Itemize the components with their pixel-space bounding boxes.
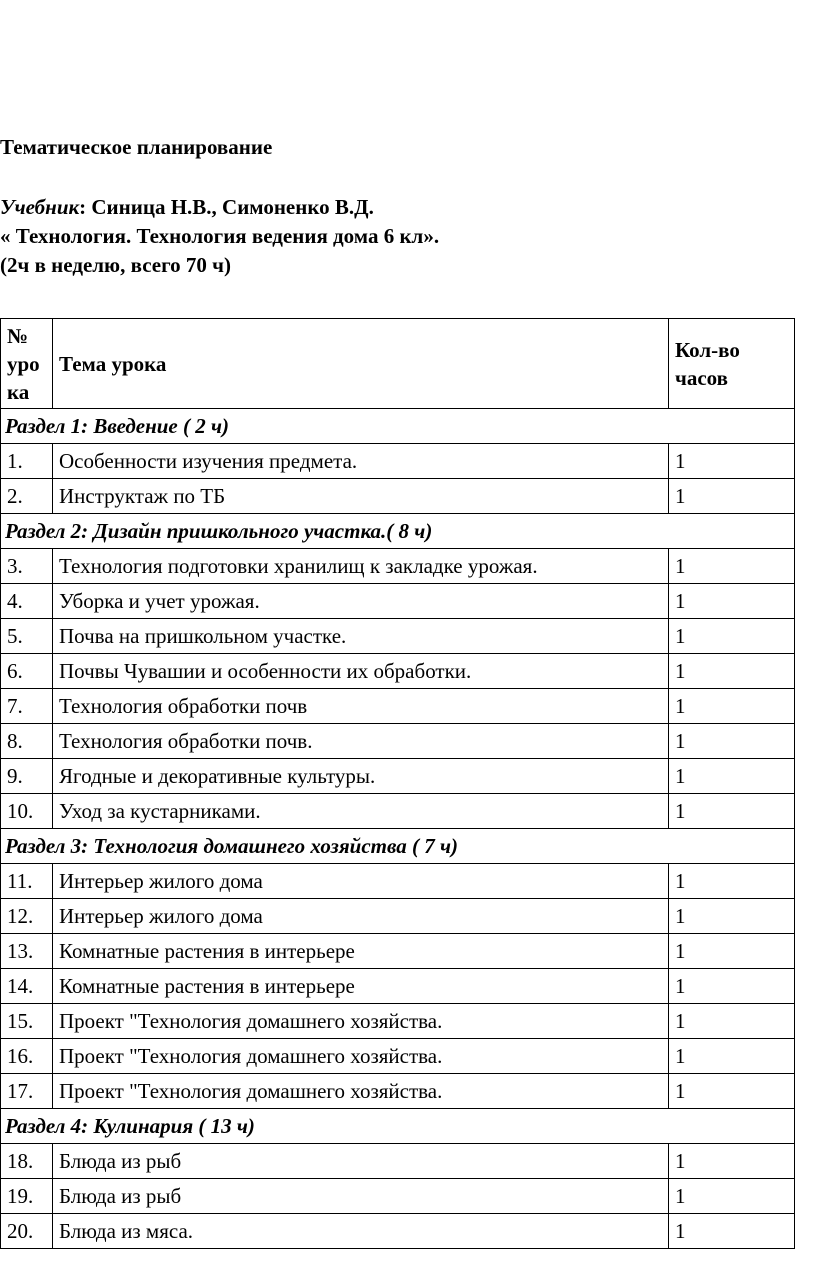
lesson-number: 15. [1, 1004, 53, 1039]
lesson-number: 17. [1, 1074, 53, 1109]
lesson-topic: Особенности изучения предмета. [53, 444, 669, 479]
table-row [1, 444, 795, 479]
table-row [1, 1214, 795, 1249]
lesson-hours: 1 [669, 724, 795, 759]
table-row [1, 1004, 795, 1039]
lesson-topic: Инструктаж по ТБ [53, 479, 669, 514]
lesson-topic: Технология обработки почв [53, 689, 669, 724]
lesson-plan-table [0, 318, 795, 1249]
lesson-topic: Проект "Технология домашнего хозяйства. [53, 1039, 669, 1074]
header-hours-line1: Кол-во [675, 337, 740, 362]
lesson-hours: 1 [669, 584, 795, 619]
textbook-authors-line [0, 193, 439, 222]
lesson-topic: Проект "Технология домашнего хозяйства. [53, 1074, 669, 1109]
lesson-topic: Почвы Чувашии и особенности их обработки. [53, 654, 669, 689]
lesson-hours: 1 [669, 1039, 795, 1074]
header-num-line1: № [7, 323, 29, 348]
section-row [1, 409, 795, 444]
lesson-hours: 1 [669, 969, 795, 1004]
table-row [1, 794, 795, 829]
lesson-hours: 1 [669, 794, 795, 829]
lesson-number: 10. [1, 794, 53, 829]
header-hours [669, 319, 795, 409]
table-row [1, 864, 795, 899]
lesson-number: 19. [1, 1179, 53, 1214]
header-hours-line2: часов [675, 365, 728, 390]
lesson-number: 7. [1, 689, 53, 724]
lesson-hours: 1 [669, 549, 795, 584]
lesson-topic: Интерьер жилого дома [53, 899, 669, 934]
table-row [1, 1074, 795, 1109]
table-row [1, 689, 795, 724]
lesson-hours: 1 [669, 1144, 795, 1179]
textbook-name: « Технология. Технология ведения дома 6 кл». [0, 224, 440, 248]
lesson-number: 5. [1, 619, 53, 654]
table-row [1, 584, 795, 619]
lesson-hours: 1 [669, 1004, 795, 1039]
lesson-number: 3. [1, 549, 53, 584]
lesson-number: 11. [1, 864, 53, 899]
lesson-number: 6. [1, 654, 53, 689]
lesson-number: 18. [1, 1144, 53, 1179]
section-row [1, 514, 795, 549]
lesson-hours: 1 [669, 1214, 795, 1249]
lesson-number: 9. [1, 759, 53, 794]
lesson-topic: Блюда из рыб [53, 1144, 669, 1179]
textbook-info [0, 193, 439, 280]
section-row [1, 829, 795, 864]
lesson-hours: 1 [669, 899, 795, 934]
table-row [1, 724, 795, 759]
table-row [1, 934, 795, 969]
lesson-hours: 1 [669, 619, 795, 654]
lesson-hours: 1 [669, 864, 795, 899]
lesson-topic: Ягодные и декоративные культуры. [53, 759, 669, 794]
section-title: Раздел 3: Технология домашнего хозяйства ( 7 ч) [1, 829, 795, 864]
section-title: Раздел 2: Дизайн пришкольного участка.( 8 ч) [1, 514, 795, 549]
lesson-hours: 1 [669, 759, 795, 794]
textbook-label: Учебник [0, 195, 80, 219]
lesson-topic: Почва на пришкольном участке. [53, 619, 669, 654]
lesson-topic: Интерьер жилого дома [53, 864, 669, 899]
lesson-hours: 1 [669, 479, 795, 514]
lesson-topic: Блюда из мяса. [53, 1214, 669, 1249]
lesson-number: 2. [1, 479, 53, 514]
table-row [1, 1144, 795, 1179]
lesson-hours: 1 [669, 654, 795, 689]
lesson-hours: 1 [669, 444, 795, 479]
section-title: Раздел 4: Кулинария ( 13 ч) [1, 1109, 795, 1144]
lesson-hours: 1 [669, 1179, 795, 1214]
table-row [1, 899, 795, 934]
lesson-number: 12. [1, 899, 53, 934]
lesson-number: 16. [1, 1039, 53, 1074]
table-row [1, 549, 795, 584]
hours-note: (2ч в неделю, всего 70 ч) [0, 253, 231, 277]
lesson-topic: Уборка и учет урожая. [53, 584, 669, 619]
table-row [1, 654, 795, 689]
lesson-topic: Технология обработки почв. [53, 724, 669, 759]
header-lesson-number [1, 319, 53, 409]
lesson-topic: Комнатные растения в интерьере [53, 934, 669, 969]
lesson-topic: Технология подготовки хранилищ к закладке урожая. [53, 549, 669, 584]
table-row [1, 479, 795, 514]
table-row [1, 1039, 795, 1074]
section-row [1, 1109, 795, 1144]
table-row [1, 759, 795, 794]
textbook-authors: : Синица Н.В., Симоненко В.Д. [79, 195, 374, 219]
lesson-number: 1. [1, 444, 53, 479]
lesson-hours: 1 [669, 934, 795, 969]
table-row [1, 969, 795, 1004]
page-title: Тематическое планирование [0, 135, 273, 159]
lesson-hours: 1 [669, 689, 795, 724]
lesson-number: 13. [1, 934, 53, 969]
lesson-topic: Проект "Технология домашнего хозяйства. [53, 1004, 669, 1039]
header-num-line3: ка [7, 379, 30, 404]
lesson-topic: Комнатные растения в интерьере [53, 969, 669, 1004]
header-topic: Тема урока [53, 319, 669, 409]
header-num-line2: уро [7, 351, 40, 376]
lesson-hours: 1 [669, 1074, 795, 1109]
section-title: Раздел 1: Введение ( 2 ч) [1, 409, 795, 444]
lesson-number: 14. [1, 969, 53, 1004]
lesson-topic: Блюда из рыб [53, 1179, 669, 1214]
lesson-topic: Уход за кустарниками. [53, 794, 669, 829]
table-row [1, 1179, 795, 1214]
table-row [1, 619, 795, 654]
lesson-number: 8. [1, 724, 53, 759]
lesson-number: 20. [1, 1214, 53, 1249]
table-header-row [1, 319, 795, 409]
lesson-number: 4. [1, 584, 53, 619]
